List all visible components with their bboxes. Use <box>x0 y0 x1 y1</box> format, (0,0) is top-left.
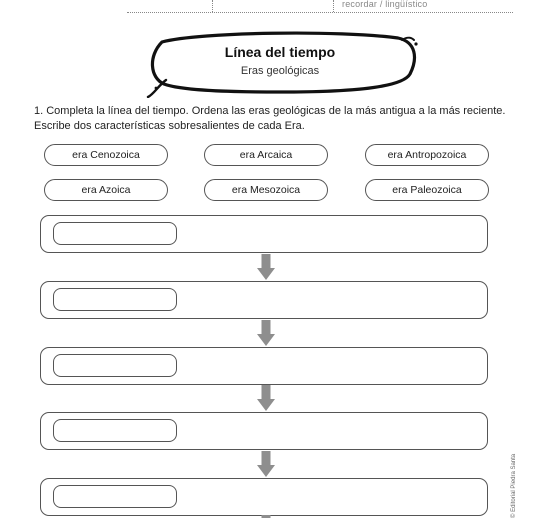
option-chip[interactable]: era Antropozoica <box>365 144 489 166</box>
copyright-note <box>511 448 523 518</box>
timeline-slot[interactable] <box>40 412 488 450</box>
header-note: recordar / lingüístico <box>342 0 428 9</box>
era-name-field[interactable] <box>53 419 177 442</box>
era-name-field[interactable] <box>53 485 177 508</box>
arrow-down-icon <box>257 320 275 347</box>
era-name-field[interactable] <box>53 288 177 311</box>
timeline-slot[interactable] <box>40 281 488 319</box>
era-name-field[interactable] <box>53 222 177 245</box>
era-name-field[interactable] <box>53 354 177 377</box>
title-badge <box>140 28 420 98</box>
header-divider <box>212 0 213 12</box>
header-divider <box>333 0 334 12</box>
option-chip[interactable]: era Arcaica <box>204 144 328 166</box>
instruction-text: 1. Completa la línea del tiempo. Ordena las eras geológicas de la más antigua a la más reciente. Escribe dos características sobresalientes de cada Era. <box>34 105 506 132</box>
arrow-down-icon <box>257 451 275 478</box>
option-chip[interactable]: era Cenozoica <box>44 144 168 166</box>
activity-title: Línea del tiempo <box>224 44 336 60</box>
option-chip[interactable]: era Paleozoica <box>365 179 489 201</box>
arrow-down-icon <box>257 254 275 281</box>
option-chip[interactable]: era Azoica <box>44 179 168 201</box>
timeline-slot[interactable] <box>40 347 488 385</box>
copyright-text: © Editorial Piedra Santa <box>511 453 517 518</box>
timeline-slot[interactable] <box>40 215 488 253</box>
header-rule <box>127 12 513 13</box>
timeline-slot[interactable] <box>40 478 488 516</box>
option-chip[interactable]: era Mesozoica <box>204 179 328 201</box>
brush-frame-icon <box>140 28 420 98</box>
arrow-down-icon <box>257 385 275 412</box>
activity-subtitle: Eras geológicas <box>240 65 320 77</box>
